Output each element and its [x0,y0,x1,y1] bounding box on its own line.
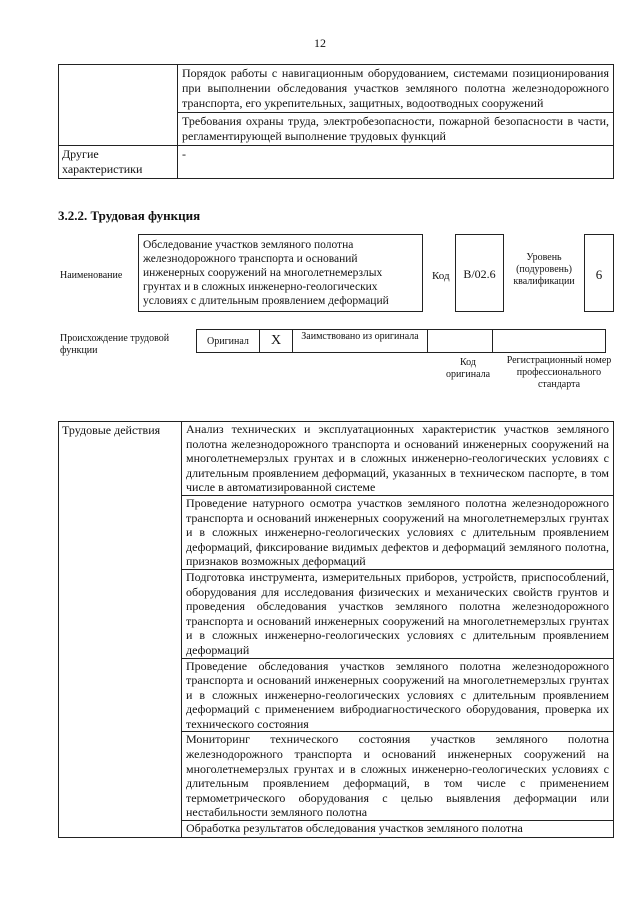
table-row [59,146,614,179]
action-cell [182,821,614,838]
function-code: B/02.6 [455,234,504,312]
table-row [59,422,614,496]
original-cell: Оригинал [196,329,260,353]
continuation-table [58,64,614,179]
actions-label: Трудовые действия [59,422,182,838]
level-label: Уровень (подуровень) квалификации [513,252,575,287]
action-text: Анализ технических и эксплуатационных характеристик участков земляного полотна железнодорожного транспорта и оснований инженерных сооружений на многолетнемерзлых грунтах и в сложных инженерно-геологических условиях с длительным проявлением деформаций, указанных в техническом паспорте, в том числе в автоматизированной системе [182,422,614,496]
origin-row [196,329,605,353]
qualification-level: 6 [584,234,614,312]
action-text: Мониторинг технического состояния участков земляного полотна железнодорожного транспорта и оснований инженерных сооружений на многолетнемерзлых грунтах и в сложных инженерно-геологических условиях с длительным проявлением деформаций, в том числе с применением термометрического оборудования с целью выявления деформации или нестабильности земляного полотна [182,732,614,821]
code-caption: Код оригинала [445,357,491,380]
row-text: Требования охраны труда, электробезопасности, пожарной безопасности в части, регламентирующей выполнение трудовых функций [178,113,614,146]
function-name: Обследование участков земляного полотна железнодорожного транспорта и оснований инженерных сооружений на многолетнемерзлых грунтах и в сложных инженерно-геологических условиях с длительным проявлением деформаций [138,234,423,312]
row-label: Другие характеристики [59,146,178,179]
page-number: 12 [314,36,326,50]
action-text: Обработка результатов обследования участков земляного полотна [186,821,523,836]
row-text: - [178,146,614,179]
original-code-cell [427,329,493,353]
action-text: Проведение натурного осмотра участков земляного полотна железнодорожного транспорта и оснований инженерных сооружений на многолетнемерзлых грунтах и в сложных инженерно-геологических условиях с длительным проявлением деформаций, фиксирование видимых дефектов и деформаций земляного полотна, признаков возможных деформаций [182,495,614,569]
action-text: Проведение обследования участков земляного полотна железнодорожного транспорта и оснований инженерных сооружений на многолетнемерзлых грунтах и в сложных инженерно-геологических условиях с длительным проявлением деформаций с применением вибродиагностического оборудования, проверка их технического состояния [182,658,614,732]
actions-table [58,421,614,838]
registration-caption: Регистрационный номер профессионального стандарта [506,355,612,390]
code-label: Код [432,270,450,282]
borrowed-cell: Заимствовано из оригинала [292,329,428,353]
action-text: Подготовка инструмента, измерительных приборов, устройств, приспособлений, оборудования для исследования физических и механических свойств грунтов и проведения обследования участков земляного полотна железнодорожного транспорта и оснований инженерных сооружений на многолетнемерзлых грунтах и в сложных инженерно-геологических условиях с длительным проявлением деформаций [182,569,614,658]
registration-number-cell [492,329,606,353]
section-heading: 3.2.2. Трудовая функция [58,208,201,223]
row-label [59,65,178,146]
table-row [59,65,614,113]
origin-label: Происхождение трудовой функции [60,333,170,356]
name-label: Наименование [60,270,123,281]
original-mark: X [259,329,293,353]
row-text: Порядок работы с навигационным оборудованием, системами позиционирования при выполнении обследования участков земляного полотна железнодорожного транспорта, его укрепительных, защитных, водоотводных сооружений [178,65,614,113]
